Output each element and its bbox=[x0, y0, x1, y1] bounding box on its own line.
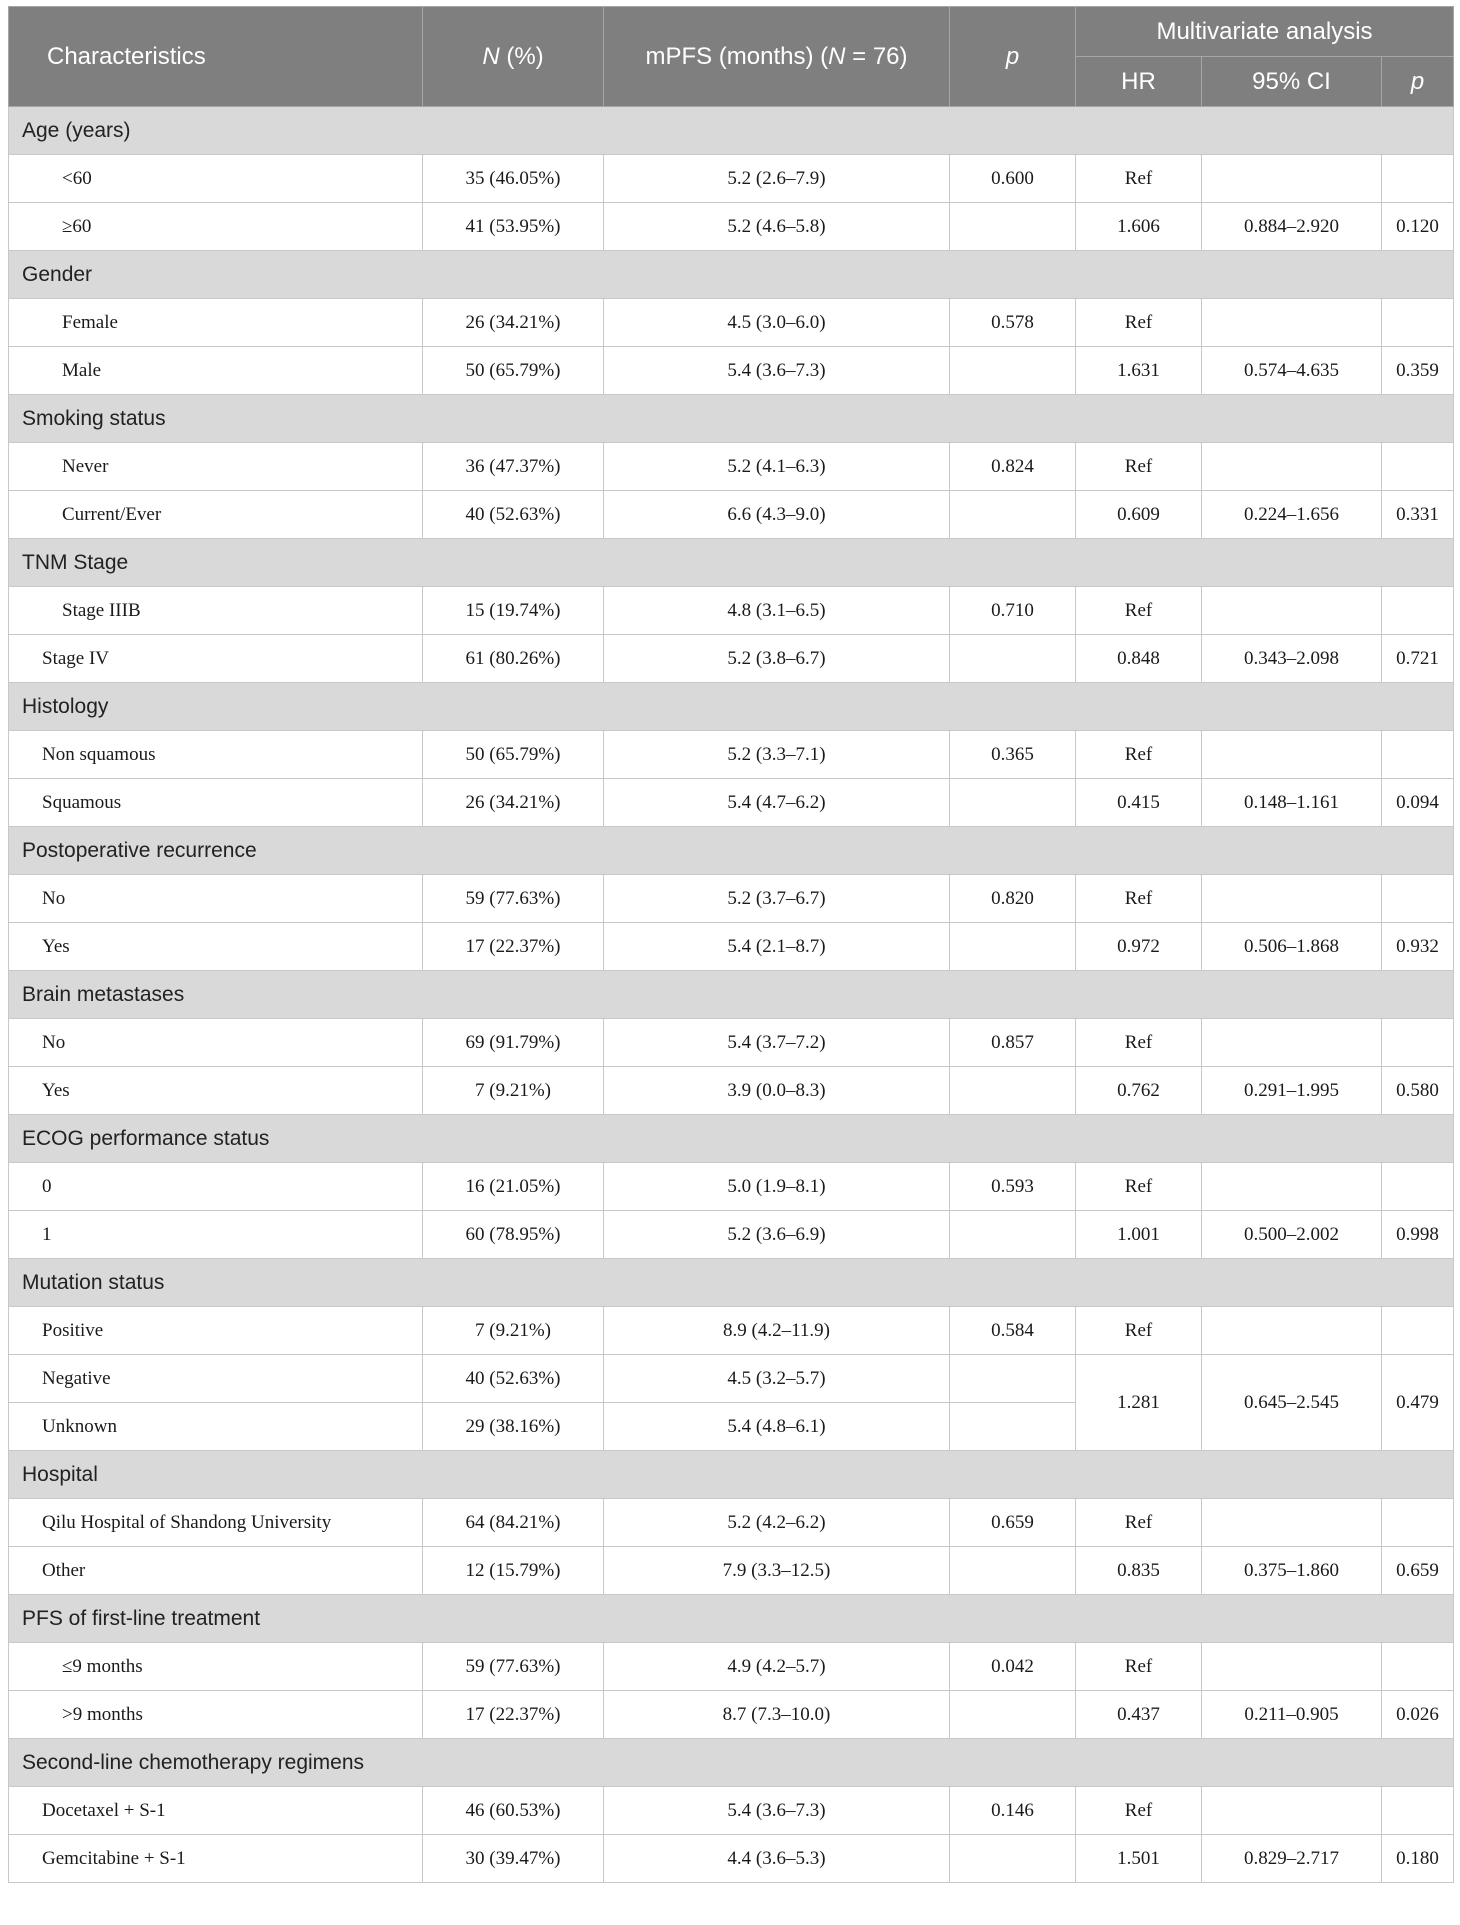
group-label: Histology bbox=[9, 683, 1454, 731]
group-label: PFS of first-line treatment bbox=[9, 1595, 1454, 1643]
table-row bbox=[9, 1835, 1454, 1883]
row-label: <60 bbox=[9, 155, 423, 203]
cell-ci: 0.500–2.002 bbox=[1202, 1211, 1382, 1259]
group-header-row bbox=[9, 827, 1454, 875]
cell-ci bbox=[1202, 587, 1382, 635]
cell-n-pct: 29 (38.16%) bbox=[423, 1403, 604, 1451]
row-label: Never bbox=[9, 443, 423, 491]
cell-mpfs: 4.8 (3.1–6.5) bbox=[604, 587, 950, 635]
cell-p bbox=[950, 491, 1076, 539]
row-label: Stage IIIB bbox=[9, 587, 423, 635]
cell-hr: Ref bbox=[1076, 155, 1202, 203]
cell-n-pct: 26 (34.21%) bbox=[423, 779, 604, 827]
cell-n-pct: 26 (34.21%) bbox=[423, 299, 604, 347]
row-label: Negative bbox=[9, 1355, 423, 1403]
group-label: Second-line chemotherapy regimens bbox=[9, 1739, 1454, 1787]
cell-mpfs: 5.4 (4.7–6.2) bbox=[604, 779, 950, 827]
col-hr-label: HR bbox=[1121, 67, 1156, 95]
cell-n-pct: 40 (52.63%) bbox=[423, 491, 604, 539]
cell-hr: 0.415 bbox=[1076, 779, 1202, 827]
cell-mpfs: 4.9 (4.2–5.7) bbox=[604, 1643, 950, 1691]
cell-ci: 0.211–0.905 bbox=[1202, 1691, 1382, 1739]
row-label: Unknown bbox=[9, 1403, 423, 1451]
cell-n-pct: 61 (80.26%) bbox=[423, 635, 604, 683]
group-header-row bbox=[9, 395, 1454, 443]
row-label: Positive bbox=[9, 1307, 423, 1355]
cell-mpfs: 4.5 (3.0–6.0) bbox=[604, 299, 950, 347]
col-multivariate-label: Multivariate analysis bbox=[1156, 17, 1373, 45]
col-hr bbox=[1076, 57, 1202, 107]
cell-p2 bbox=[1382, 155, 1454, 203]
row-label: ≥60 bbox=[9, 203, 423, 251]
cell-p2 bbox=[1382, 299, 1454, 347]
col-mpfs-post: = 76) bbox=[845, 42, 908, 70]
cell-ci: 0.574–4.635 bbox=[1202, 347, 1382, 395]
cell-p: 0.600 bbox=[950, 155, 1076, 203]
cell-hr: 1.631 bbox=[1076, 347, 1202, 395]
table-row bbox=[9, 1067, 1454, 1115]
cell-ci: 0.506–1.868 bbox=[1202, 923, 1382, 971]
cell-hr: Ref bbox=[1076, 587, 1202, 635]
cell-mpfs: 5.2 (3.3–7.1) bbox=[604, 731, 950, 779]
cell-hr: Ref bbox=[1076, 1019, 1202, 1067]
cell-p: 0.820 bbox=[950, 875, 1076, 923]
cell-p2: 0.094 bbox=[1382, 779, 1454, 827]
row-label: Docetaxel + S-1 bbox=[9, 1787, 423, 1835]
cell-n-pct: 15 (19.74%) bbox=[423, 587, 604, 635]
cell-hr: 1.001 bbox=[1076, 1211, 1202, 1259]
row-label: Qilu Hospital of Shandong University bbox=[9, 1499, 423, 1547]
cell-ci: 0.375–1.860 bbox=[1202, 1547, 1382, 1595]
cell-mpfs: 5.2 (4.1–6.3) bbox=[604, 443, 950, 491]
row-label: Yes bbox=[9, 1067, 423, 1115]
col-p2 bbox=[1382, 57, 1454, 107]
col-mpfs-pre: mPFS (months) ( bbox=[645, 42, 829, 70]
cell-p bbox=[950, 635, 1076, 683]
group-header-row bbox=[9, 539, 1454, 587]
cell-p: 0.146 bbox=[950, 1787, 1076, 1835]
col-multivariate bbox=[1076, 7, 1454, 57]
table-header bbox=[9, 7, 1454, 107]
cell-p2 bbox=[1382, 1499, 1454, 1547]
row-label: 0 bbox=[9, 1163, 423, 1211]
cell-n-pct: 41 (53.95%) bbox=[423, 203, 604, 251]
group-label: Smoking status bbox=[9, 395, 1454, 443]
row-label: Non squamous bbox=[9, 731, 423, 779]
table-row bbox=[9, 299, 1454, 347]
table-row bbox=[9, 1355, 1454, 1403]
cell-hr: 0.609 bbox=[1076, 491, 1202, 539]
cell-p2: 0.120 bbox=[1382, 203, 1454, 251]
cell-hr: Ref bbox=[1076, 731, 1202, 779]
cell-p: 0.042 bbox=[950, 1643, 1076, 1691]
cell-p bbox=[950, 1211, 1076, 1259]
col-p bbox=[950, 7, 1076, 107]
cell-n-pct: 7 (9.21%) bbox=[423, 1307, 604, 1355]
group-header-row bbox=[9, 1739, 1454, 1787]
col-n-italic: N bbox=[482, 42, 500, 70]
cell-ci: 0.884–2.920 bbox=[1202, 203, 1382, 251]
row-label: Female bbox=[9, 299, 423, 347]
cell-mpfs: 6.6 (4.3–9.0) bbox=[604, 491, 950, 539]
cell-hr: Ref bbox=[1076, 1499, 1202, 1547]
col-ci-label: 95% CI bbox=[1252, 67, 1331, 95]
cell-p bbox=[950, 1067, 1076, 1115]
cell-hr: 0.972 bbox=[1076, 923, 1202, 971]
cell-p: 0.584 bbox=[950, 1307, 1076, 1355]
cell-mpfs: 5.2 (4.6–5.8) bbox=[604, 203, 950, 251]
row-label: Other bbox=[9, 1547, 423, 1595]
cell-p2: 0.180 bbox=[1382, 1835, 1454, 1883]
cell-ci bbox=[1202, 1499, 1382, 1547]
cell-mpfs: 5.4 (4.8–6.1) bbox=[604, 1403, 950, 1451]
col-n-pct bbox=[423, 7, 604, 107]
cell-p bbox=[950, 347, 1076, 395]
col-mpfs bbox=[604, 7, 950, 107]
group-label: ECOG performance status bbox=[9, 1115, 1454, 1163]
row-label: No bbox=[9, 875, 423, 923]
table-row bbox=[9, 731, 1454, 779]
cell-p2: 0.932 bbox=[1382, 923, 1454, 971]
row-label: Squamous bbox=[9, 779, 423, 827]
cell-p2 bbox=[1382, 1787, 1454, 1835]
table-row bbox=[9, 1019, 1454, 1067]
cell-p: 0.365 bbox=[950, 731, 1076, 779]
col-n-rest: (%) bbox=[499, 42, 544, 70]
cell-p: 0.578 bbox=[950, 299, 1076, 347]
cell-mpfs: 4.5 (3.2–5.7) bbox=[604, 1355, 950, 1403]
group-label: Gender bbox=[9, 251, 1454, 299]
group-header-row bbox=[9, 1451, 1454, 1499]
row-label: 1 bbox=[9, 1211, 423, 1259]
cell-p2: 0.721 bbox=[1382, 635, 1454, 683]
cell-n-pct: 59 (77.63%) bbox=[423, 1643, 604, 1691]
col-ci bbox=[1202, 57, 1382, 107]
cell-p2 bbox=[1382, 1019, 1454, 1067]
table-row bbox=[9, 443, 1454, 491]
row-label: Current/Ever bbox=[9, 491, 423, 539]
cell-mpfs: 5.4 (3.6–7.3) bbox=[604, 1787, 950, 1835]
table-row bbox=[9, 155, 1454, 203]
cell-ci bbox=[1202, 731, 1382, 779]
cell-n-pct: 46 (60.53%) bbox=[423, 1787, 604, 1835]
cell-ci bbox=[1202, 1307, 1382, 1355]
group-label: Hospital bbox=[9, 1451, 1454, 1499]
cell-ci bbox=[1202, 1163, 1382, 1211]
cell-p2 bbox=[1382, 443, 1454, 491]
table-row bbox=[9, 1547, 1454, 1595]
cell-mpfs: 5.4 (2.1–8.7) bbox=[604, 923, 950, 971]
cell-p bbox=[950, 1835, 1076, 1883]
cell-mpfs: 5.2 (4.2–6.2) bbox=[604, 1499, 950, 1547]
cell-n-pct: 7 (9.21%) bbox=[423, 1067, 604, 1115]
cell-p: 0.710 bbox=[950, 587, 1076, 635]
cell-p2: 0.359 bbox=[1382, 347, 1454, 395]
cell-hr: Ref bbox=[1076, 443, 1202, 491]
cell-p2 bbox=[1382, 1643, 1454, 1691]
cell-hr: Ref bbox=[1076, 1643, 1202, 1691]
cell-mpfs: 5.4 (3.6–7.3) bbox=[604, 347, 950, 395]
cell-n-pct: 30 (39.47%) bbox=[423, 1835, 604, 1883]
cell-ci: 0.291–1.995 bbox=[1202, 1067, 1382, 1115]
cell-p2: 0.331 bbox=[1382, 491, 1454, 539]
table-row bbox=[9, 635, 1454, 683]
cell-mpfs: 5.2 (2.6–7.9) bbox=[604, 155, 950, 203]
cell-hr: 0.762 bbox=[1076, 1067, 1202, 1115]
cell-hr: Ref bbox=[1076, 1307, 1202, 1355]
cell-ci bbox=[1202, 443, 1382, 491]
cell-p2: 0.580 bbox=[1382, 1067, 1454, 1115]
cell-n-pct: 50 (65.79%) bbox=[423, 731, 604, 779]
cell-p bbox=[950, 1355, 1076, 1403]
cell-mpfs: 5.2 (3.6–6.9) bbox=[604, 1211, 950, 1259]
cell-p bbox=[950, 779, 1076, 827]
cell-p2: 0.659 bbox=[1382, 1547, 1454, 1595]
table-row bbox=[9, 1499, 1454, 1547]
row-label: >9 months bbox=[9, 1691, 423, 1739]
row-label: Yes bbox=[9, 923, 423, 971]
cell-n-pct: 69 (91.79%) bbox=[423, 1019, 604, 1067]
cell-p: 0.593 bbox=[950, 1163, 1076, 1211]
cell-p2 bbox=[1382, 1307, 1454, 1355]
group-label: Age (years) bbox=[9, 107, 1454, 155]
cell-ci bbox=[1202, 1019, 1382, 1067]
cell-mpfs: 5.2 (3.7–6.7) bbox=[604, 875, 950, 923]
cell-ci bbox=[1202, 1643, 1382, 1691]
cell-ci: 0.343–2.098 bbox=[1202, 635, 1382, 683]
cell-n-pct: 16 (21.05%) bbox=[423, 1163, 604, 1211]
cell-p2: 0.026 bbox=[1382, 1691, 1454, 1739]
cell-hr: 1.501 bbox=[1076, 1835, 1202, 1883]
table-row bbox=[9, 1163, 1454, 1211]
cell-n-pct: 40 (52.63%) bbox=[423, 1355, 604, 1403]
row-label: Male bbox=[9, 347, 423, 395]
cell-p: 0.659 bbox=[950, 1499, 1076, 1547]
table-row bbox=[9, 347, 1454, 395]
results-table bbox=[8, 6, 1454, 1883]
cell-n-pct: 59 (77.63%) bbox=[423, 875, 604, 923]
cell-ci: 0.829–2.717 bbox=[1202, 1835, 1382, 1883]
cell-mpfs: 3.9 (0.0–8.3) bbox=[604, 1067, 950, 1115]
cell-n-pct: 36 (47.37%) bbox=[423, 443, 604, 491]
table-row bbox=[9, 1643, 1454, 1691]
table-row bbox=[9, 875, 1454, 923]
cell-hr: Ref bbox=[1076, 875, 1202, 923]
cell-hr: 0.437 bbox=[1076, 1691, 1202, 1739]
cell-mpfs: 5.2 (3.8–6.7) bbox=[604, 635, 950, 683]
cell-p2: 0.998 bbox=[1382, 1211, 1454, 1259]
cell-mpfs: 5.0 (1.9–8.1) bbox=[604, 1163, 950, 1211]
cell-n-pct: 64 (84.21%) bbox=[423, 1499, 604, 1547]
cell-hr: 0.848 bbox=[1076, 635, 1202, 683]
cell-ci: 0.148–1.161 bbox=[1202, 779, 1382, 827]
table-row bbox=[9, 203, 1454, 251]
group-header-row bbox=[9, 107, 1454, 155]
cell-p2: 0.479 bbox=[1382, 1355, 1454, 1451]
cell-mpfs: 7.9 (3.3–12.5) bbox=[604, 1547, 950, 1595]
group-header-row bbox=[9, 1595, 1454, 1643]
table-row bbox=[9, 1691, 1454, 1739]
group-header-row bbox=[9, 683, 1454, 731]
group-header-row bbox=[9, 971, 1454, 1019]
cell-n-pct: 50 (65.79%) bbox=[423, 347, 604, 395]
table-body bbox=[9, 107, 1454, 1883]
cell-ci bbox=[1202, 1787, 1382, 1835]
cell-p bbox=[950, 1403, 1076, 1451]
cell-p bbox=[950, 203, 1076, 251]
group-label: Postoperative recurrence bbox=[9, 827, 1454, 875]
table-row bbox=[9, 491, 1454, 539]
table-row bbox=[9, 1211, 1454, 1259]
table-row bbox=[9, 779, 1454, 827]
group-header-row bbox=[9, 251, 1454, 299]
group-label: TNM Stage bbox=[9, 539, 1454, 587]
cell-n-pct: 35 (46.05%) bbox=[423, 155, 604, 203]
group-header-row bbox=[9, 1259, 1454, 1307]
cell-mpfs: 5.4 (3.7–7.2) bbox=[604, 1019, 950, 1067]
cell-ci: 0.645–2.545 bbox=[1202, 1355, 1382, 1451]
cell-p2 bbox=[1382, 731, 1454, 779]
table-row bbox=[9, 1787, 1454, 1835]
cell-p2 bbox=[1382, 587, 1454, 635]
cell-p2 bbox=[1382, 875, 1454, 923]
cell-mpfs: 8.7 (7.3–10.0) bbox=[604, 1691, 950, 1739]
cell-p: 0.857 bbox=[950, 1019, 1076, 1067]
cell-hr: 1.281 bbox=[1076, 1355, 1202, 1451]
cell-hr: Ref bbox=[1076, 1787, 1202, 1835]
col-characteristics-label: Characteristics bbox=[47, 42, 206, 70]
cell-n-pct: 12 (15.79%) bbox=[423, 1547, 604, 1595]
col-p2-label: p bbox=[1410, 67, 1425, 95]
table-row bbox=[9, 1307, 1454, 1355]
cell-p bbox=[950, 923, 1076, 971]
group-label: Mutation status bbox=[9, 1259, 1454, 1307]
cell-ci bbox=[1202, 875, 1382, 923]
cell-hr: Ref bbox=[1076, 1163, 1202, 1211]
table-row bbox=[9, 587, 1454, 635]
cell-p2 bbox=[1382, 1163, 1454, 1211]
cell-hr: 0.835 bbox=[1076, 1547, 1202, 1595]
col-mpfs-n: N bbox=[828, 42, 846, 70]
group-header-row bbox=[9, 1115, 1454, 1163]
cell-p: 0.824 bbox=[950, 443, 1076, 491]
cell-hr: Ref bbox=[1076, 299, 1202, 347]
cell-p bbox=[950, 1691, 1076, 1739]
col-p-label: p bbox=[1005, 42, 1020, 70]
cell-ci bbox=[1202, 155, 1382, 203]
row-label: Stage IV bbox=[9, 635, 423, 683]
group-label: Brain metastases bbox=[9, 971, 1454, 1019]
row-label: Gemcitabine + S-1 bbox=[9, 1835, 423, 1883]
cell-hr: 1.606 bbox=[1076, 203, 1202, 251]
cell-ci: 0.224–1.656 bbox=[1202, 491, 1382, 539]
cell-n-pct: 17 (22.37%) bbox=[423, 1691, 604, 1739]
table-row bbox=[9, 923, 1454, 971]
cell-mpfs: 4.4 (3.6–5.3) bbox=[604, 1835, 950, 1883]
row-label: ≤9 months bbox=[9, 1643, 423, 1691]
col-characteristics bbox=[9, 7, 423, 107]
cell-ci bbox=[1202, 299, 1382, 347]
cell-p bbox=[950, 1547, 1076, 1595]
cell-mpfs: 8.9 (4.2–11.9) bbox=[604, 1307, 950, 1355]
cell-n-pct: 60 (78.95%) bbox=[423, 1211, 604, 1259]
cell-n-pct: 17 (22.37%) bbox=[423, 923, 604, 971]
row-label: No bbox=[9, 1019, 423, 1067]
